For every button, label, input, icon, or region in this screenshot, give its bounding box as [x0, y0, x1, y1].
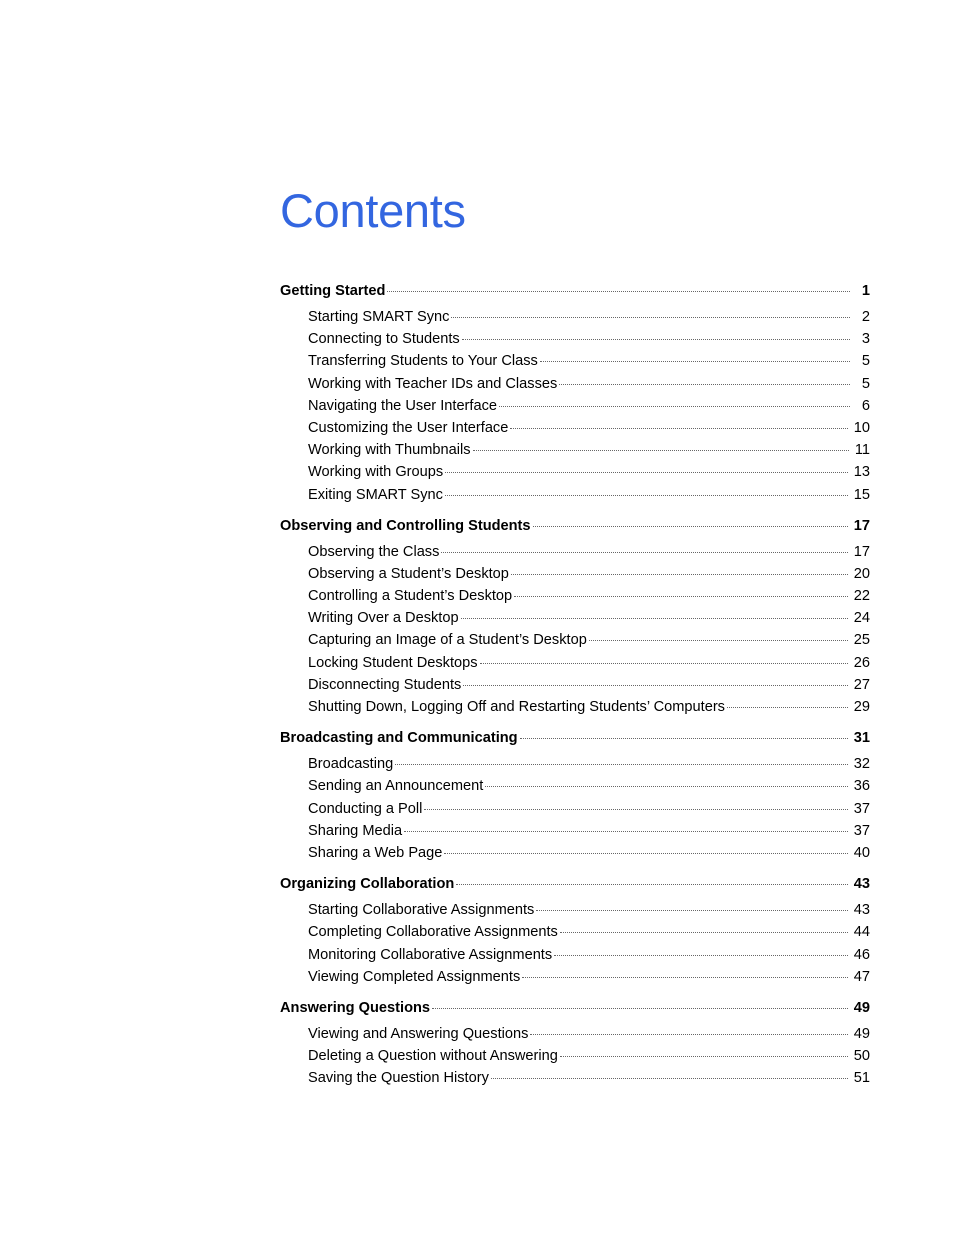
toc-page-number: 43: [853, 876, 870, 893]
toc-entry[interactable]: [280, 696, 870, 718]
toc-page-number: 36: [853, 778, 870, 795]
toc-entry-label: Broadcasting: [308, 756, 394, 773]
dot-leader: [395, 764, 848, 765]
dot-leader: [522, 977, 848, 978]
toc-entry[interactable]: [280, 753, 870, 775]
toc-entry[interactable]: [280, 944, 870, 966]
toc-entry[interactable]: [280, 439, 870, 461]
toc-page-number: 6: [861, 397, 870, 414]
toc-entry[interactable]: [280, 820, 870, 842]
toc-page-number: 37: [853, 800, 870, 817]
toc-chapter-entry[interactable]: [280, 726, 870, 750]
toc-entry[interactable]: [280, 461, 870, 483]
dot-leader: [510, 428, 847, 429]
toc-entry[interactable]: [280, 899, 870, 921]
toc-entry[interactable]: [280, 373, 870, 395]
toc-page-number: 49: [853, 999, 870, 1016]
toc-chapter-label: Getting Started: [280, 283, 386, 299]
toc-entry-label: Observing the Class: [308, 543, 440, 560]
toc-entry[interactable]: [280, 395, 870, 417]
toc-page-number: 3: [861, 331, 870, 348]
toc-page-number: 37: [853, 822, 870, 839]
dot-leader: [530, 1034, 847, 1035]
toc-page-number: 40: [853, 844, 870, 861]
toc-entry-label: Connecting to Students: [308, 331, 460, 348]
page-title: Contents: [280, 184, 466, 237]
toc-page-number: 13: [853, 464, 870, 481]
dot-leader: [445, 495, 848, 496]
toc-page-number: 22: [853, 588, 870, 605]
toc-entry-label: Starting SMART Sync: [308, 309, 450, 325]
toc-page-number: 26: [853, 654, 870, 671]
toc-entry[interactable]: [280, 966, 870, 988]
dot-leader: [473, 450, 849, 451]
dot-leader: [533, 526, 848, 527]
dot-leader: [462, 339, 850, 340]
toc-entry-label: Exiting SMART Sync: [308, 486, 443, 503]
toc-entry[interactable]: [280, 585, 870, 607]
toc-entry[interactable]: [280, 1023, 870, 1045]
dot-leader: [511, 574, 848, 575]
toc-entry-label: Sharing Media: [308, 822, 403, 839]
toc-entry[interactable]: [280, 842, 870, 864]
toc-entry[interactable]: [280, 798, 870, 820]
toc-entry[interactable]: [280, 328, 870, 350]
table-of-contents: [280, 279, 870, 1097]
dot-leader: [432, 1008, 848, 1009]
toc-entry-label: Disconnecting Students: [308, 676, 462, 693]
toc-entry[interactable]: [280, 921, 870, 943]
toc-entry-label: Locking Student Desktops: [308, 654, 478, 671]
toc-entry-label: Working with Thumbnails: [308, 442, 471, 459]
toc-entry-label: Writing Over a Desktop: [308, 610, 459, 627]
toc-entry[interactable]: [280, 1045, 870, 1067]
dot-leader: [540, 361, 850, 362]
toc-page-number: 15: [853, 486, 870, 503]
dot-leader: [520, 738, 848, 739]
toc-entry-label: Observing a Student’s Desktop: [308, 565, 509, 582]
toc-entry[interactable]: [280, 417, 870, 439]
toc-entry[interactable]: [280, 607, 870, 629]
toc-page-number: 17: [853, 543, 870, 560]
dot-leader: [424, 809, 847, 810]
dot-leader: [445, 472, 848, 473]
toc-chapter-entry[interactable]: [280, 996, 870, 1020]
toc-entry[interactable]: [280, 1067, 870, 1089]
dot-leader: [456, 884, 847, 885]
toc-page-number: 32: [853, 756, 870, 773]
dot-leader: [444, 853, 847, 854]
toc-page-number: 5: [861, 353, 870, 370]
toc-entry[interactable]: [280, 652, 870, 674]
toc-entry-label: Working with Groups: [308, 464, 444, 481]
toc-page-number: 47: [853, 968, 870, 985]
toc-page-number: 31: [853, 730, 870, 747]
toc-chapter-entry[interactable]: [280, 872, 870, 896]
toc-section: [280, 279, 870, 506]
toc-entry[interactable]: [280, 306, 870, 328]
toc-entry[interactable]: [280, 563, 870, 585]
dot-leader: [727, 707, 848, 708]
dot-leader: [491, 1078, 848, 1079]
dot-leader: [514, 596, 848, 597]
dot-leader: [461, 618, 848, 619]
dot-leader: [536, 910, 847, 911]
toc-section: [280, 514, 870, 719]
toc-entry-label: Sending an Announcement: [308, 778, 484, 795]
toc-section: [280, 726, 870, 864]
toc-entry[interactable]: [280, 629, 870, 651]
toc-page-number: 17: [853, 517, 870, 534]
toc-entry-label: Deleting a Question without Answering: [308, 1048, 558, 1065]
toc-chapter-entry[interactable]: [280, 279, 870, 303]
toc-entry-label: Working with Teacher IDs and Classes: [308, 375, 558, 392]
dot-leader: [589, 640, 848, 641]
toc-entry-label: Conducting a Poll: [308, 800, 423, 817]
dot-leader: [560, 932, 848, 933]
toc-entry-label: Saving the Question History: [308, 1070, 489, 1087]
toc-page-number: 29: [853, 699, 870, 715]
toc-entry[interactable]: [280, 775, 870, 797]
toc-chapter-label: Organizing Collaboration: [280, 876, 455, 893]
dot-leader: [451, 317, 850, 318]
toc-chapter-label: Answering Questions: [280, 999, 431, 1016]
dot-leader: [485, 786, 847, 787]
toc-page-number: 27: [853, 676, 870, 693]
dot-leader: [559, 384, 850, 385]
dot-leader: [404, 831, 848, 832]
toc-entry-label: Controlling a Student’s Desktop: [308, 588, 513, 605]
dot-leader: [554, 955, 848, 956]
toc-entry[interactable]: [280, 484, 870, 506]
toc-page-number: 25: [853, 632, 870, 649]
toc-page-number: 50: [853, 1048, 870, 1065]
dot-leader: [441, 552, 847, 553]
toc-page-number: 24: [853, 610, 870, 627]
toc-chapter-label: Broadcasting and Communicating: [280, 730, 518, 747]
toc-chapter-entry[interactable]: [280, 514, 870, 538]
toc-page-number: 51: [853, 1070, 870, 1087]
toc-section: [280, 872, 870, 988]
toc-entry-label: Completing Collaborative Assignments: [308, 924, 558, 941]
dot-leader: [560, 1056, 848, 1057]
toc-page-number: 1: [861, 283, 870, 299]
toc-page-number: 49: [853, 1025, 870, 1042]
toc-entry-label: Capturing an Image of a Student’s Desktop: [308, 632, 587, 649]
toc-section: [280, 996, 870, 1090]
toc-page-number: 2: [861, 309, 870, 325]
toc-page-number: 5: [861, 375, 870, 392]
toc-entry-label: Monitoring Collaborative Assignments: [308, 946, 553, 963]
toc-entry-label: Shutting Down, Logging Off and Restarting Students’ Computers: [308, 699, 725, 715]
toc-entry-label: Starting Collaborative Assignments: [308, 902, 535, 919]
dot-leader: [499, 406, 850, 407]
dot-leader: [463, 685, 847, 686]
toc-entry-label: Sharing a Web Page: [308, 844, 443, 861]
toc-entry-label: Viewing Completed Assignments: [308, 968, 521, 985]
toc-entry-label: Viewing and Answering Questions: [308, 1025, 529, 1042]
toc-entry-label: Navigating the User Interface: [308, 397, 498, 414]
toc-chapter-label: Observing and Controlling Students: [280, 517, 531, 534]
toc-entry[interactable]: [280, 541, 870, 563]
toc-entry-label: Transferring Students to Your Class: [308, 353, 538, 370]
dot-leader: [480, 663, 848, 664]
toc-page-number: 11: [854, 442, 870, 459]
toc-page-number: 43: [853, 902, 870, 919]
toc-page-number: 44: [853, 924, 870, 941]
toc-entry[interactable]: [280, 350, 870, 372]
dot-leader: [387, 291, 850, 292]
toc-page-number: 10: [853, 419, 870, 436]
toc-page-number: 46: [853, 946, 870, 963]
toc-page-number: 20: [853, 565, 870, 582]
toc-entry[interactable]: [280, 674, 870, 696]
toc-entry-label: Customizing the User Interface: [308, 419, 509, 436]
